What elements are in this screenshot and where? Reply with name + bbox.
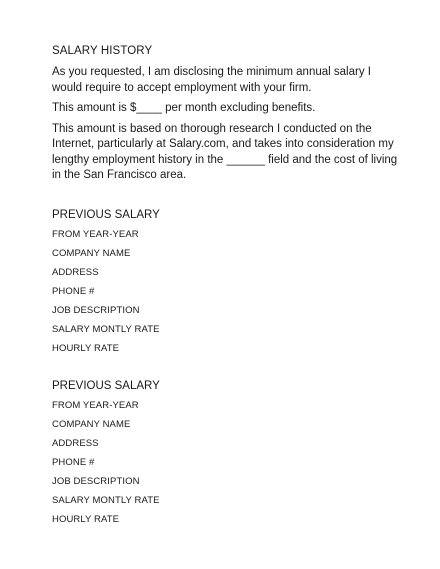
field-company-name: COMPANY NAME	[52, 247, 131, 259]
field-job-description: JOB DESCRIPTION	[52, 475, 140, 487]
amount-paragraph: This amount is $____ per month excluding benefits.	[52, 102, 316, 114]
field-from-year: FROM YEAR-YEAR	[52, 399, 139, 411]
field-salary-monthly-rate: SALARY MONTLY RATE	[52, 494, 160, 506]
intro-paragraph: As you requested, I am disclosing the minimum annual salary I would require to accept employment with your firm.	[52, 66, 371, 94]
field-salary-monthly-rate: SALARY MONTLY RATE	[52, 323, 160, 335]
field-phone: PHONE #	[52, 456, 95, 468]
field-hourly-rate: HOURLY RATE	[52, 342, 120, 354]
previous-salary-section-1	[52, 208, 402, 355]
research-paragraph: This amount is based on thorough research I conducted on the Internet, particularly at Salary.com, and takes into consideration my lengthy employment history in the ______ field and the cost of living in the San Francisco area.	[52, 122, 398, 181]
document-title: SALARY HISTORY	[52, 45, 153, 57]
field-company-name: COMPANY NAME	[52, 418, 131, 430]
previous-salary-section-2	[52, 379, 402, 526]
section-heading: PREVIOUS SALARY	[52, 208, 160, 221]
field-job-description: JOB DESCRIPTION	[52, 304, 140, 316]
field-address: ADDRESS	[52, 266, 99, 278]
section-heading: PREVIOUS SALARY	[52, 379, 160, 392]
field-address: ADDRESS	[52, 437, 99, 449]
field-hourly-rate: HOURLY RATE	[52, 513, 120, 525]
field-from-year: FROM YEAR-YEAR	[52, 228, 139, 240]
field-phone: PHONE #	[52, 285, 95, 297]
document-body	[52, 44, 402, 533]
